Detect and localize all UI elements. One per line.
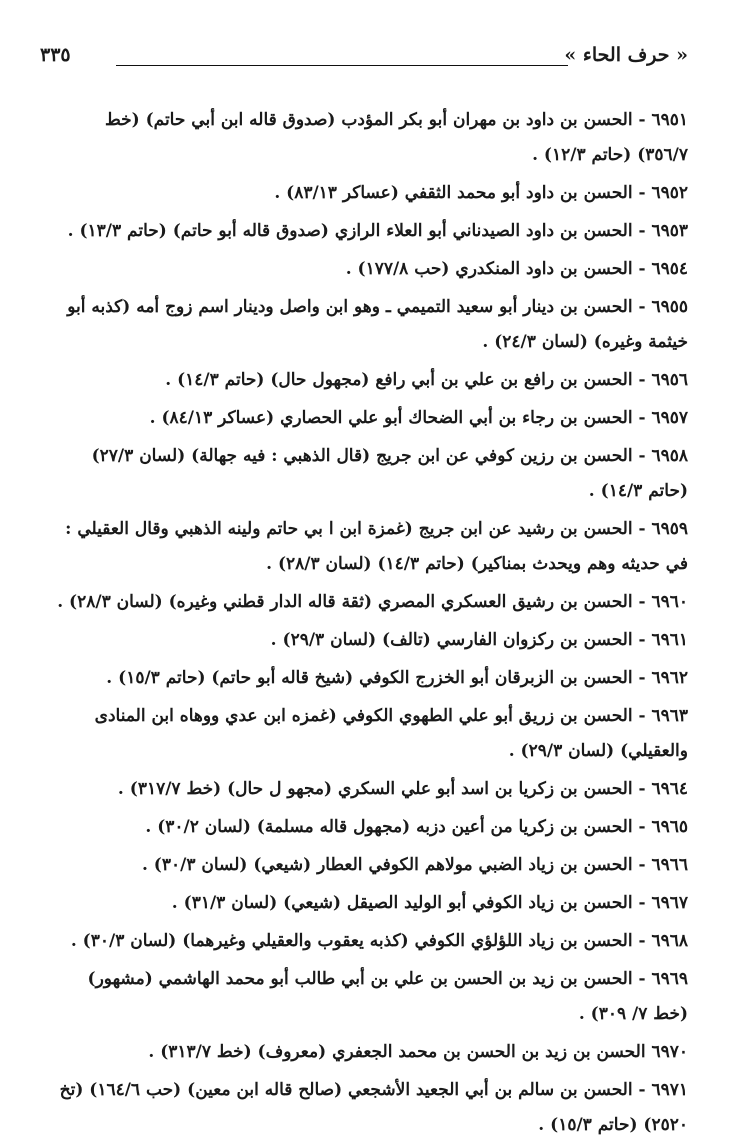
entry-6961: ٦٩٦١ - الحسن بن ركزوان الفارسي (تالف) (لسان ٢٩/٣) . (270, 630, 688, 650)
entry-6968: ٦٩٦٨ - الحسن بن زياد اللؤلؤي الكوفي (كذبه يعقوب والعقيلي وغيرهما) (لسان ٣٠/٣) . (70, 931, 688, 951)
entry-6969: ٦٩٦٩ - الحسن بن زيد بن الحسن بن علي بن أبي طالب أبو محمد الهاشمي (مشهور) (خط ٧/ ٣٠٩) . (87, 969, 688, 1024)
entry-6953: ٦٩٥٣ - الحسن بن داود الصيدناني أبو العلاء الرازي (صدوق قاله أبو حاتم) (حاتم ١٣/٣) . (67, 221, 688, 241)
entry-6963: ٦٩٦٣ - الحسن بن زريق أبو علي الطهوي الكوفي (غمزه ابن عدي ووهاه ابن المنادى والعقيلي) (لسان ٢٩/٣) . (94, 706, 688, 761)
page-number: ٣٣٥ (40, 44, 71, 66)
page-header (40, 44, 688, 80)
header-rule (116, 65, 568, 66)
entry-6959: ٦٩٥٩ - الحسن بن رشيد عن ابن جريج (غمزة ابن ا بي حاتم ولينه الذهبي وقال العقيلي : في حديثه وهم ويحدث بمناكير) (حاتم ١٤/٣) (لسان ٢٨/٣) . (65, 519, 688, 574)
entry-list (56, 103, 688, 1146)
entry-6966: ٦٩٦٦ - الحسن بن زياد الضبي مولاهم الكوفي العطار (شيعي) (لسان ٣٠/٣) . (141, 855, 688, 875)
entry-6970: ٦٩٧٠ الحسن بن زيد بن الحسن بن محمد الجعفري (معروف) (خط ٣١٣/٧) . (148, 1042, 688, 1062)
entry-6965: ٦٩٦٥ - الحسن بن زكريا من أعين دزبه (مجهول قاله مسلمة) (لسان ٣٠/٢) . (145, 817, 688, 837)
entry-6957: ٦٩٥٧ - الحسن بن رجاء بن أبي الضحاك أبو علي الحصاري (عساكر ٨٤/١٣) . (149, 408, 688, 428)
entry-6956: ٦٩٥٦ - الحسن بن رافع بن علي بن أبي رافع (مجهول حال) (حاتم ١٤/٣) . (165, 370, 688, 390)
entry-6964: ٦٩٦٤ - الحسن بن زكريا بن اسد أبو علي السكري (مجهو ل حال) (خط ٣١٧/٧) . (117, 779, 688, 799)
entry-6951: ٦٩٥١ - الحسن بن داود بن مهران أبو بكر المؤدب (صدوق قاله ابن أبي حاتم) (خط ٣٥٦/٧) (حاتم ١٢/٣) . (104, 110, 688, 165)
running-title: « حرف الحاء » (564, 44, 688, 66)
entry-6955: ٦٩٥٥ - الحسن بن دينار أبو سعيد التميمي ـ وهو ابن واصل ودينار اسم زوج أمه (كذبه أبو خيثمة وغيره) (لسان ٢٤/٣) . (67, 297, 688, 352)
entry-6960: ٦٩٦٠ - الحسن بن رشيق العسكري المصري (ثقة قاله الدار قطني وغيره) (لسان ٢٨/٣) . (57, 592, 688, 612)
entry-6967: ٦٩٦٧ - الحسن بن زياد الكوفي أبو الوليد الصيقل (شيعي) (لسان ٣١/٣) . (171, 893, 688, 913)
entry-6971: ٦٩٧١ - الحسن بن سالم بن أبي الجعيد الأشجعي (صالح قاله ابن معين) (حب ١٦٤/٦) (تخ ٢٥٢٠) (حاتم ١٥/٣) . (59, 1080, 688, 1135)
entry-6958: ٦٩٥٨ - الحسن بن رزين كوفي عن ابن جريج (قال الذهبي : فيه جهالة) (لسان ٢٧/٣) (حاتم ١٤/٣) . (91, 446, 688, 501)
entry-6952: ٦٩٥٢ - الحسن بن داود أبو محمد الثقفي (عساكر ٨٣/١٣) . (274, 183, 688, 203)
entry-6962: ٦٩٦٢ - الحسن بن الزبرقان أبو الخزرج الكوفي (شيخ قاله أبو حاتم) (حاتم ١٥/٣) . (106, 668, 688, 688)
entry-6954: ٦٩٥٤ - الحسن بن داود المنكدري (حب ١٧٧/٨) . (345, 259, 688, 279)
